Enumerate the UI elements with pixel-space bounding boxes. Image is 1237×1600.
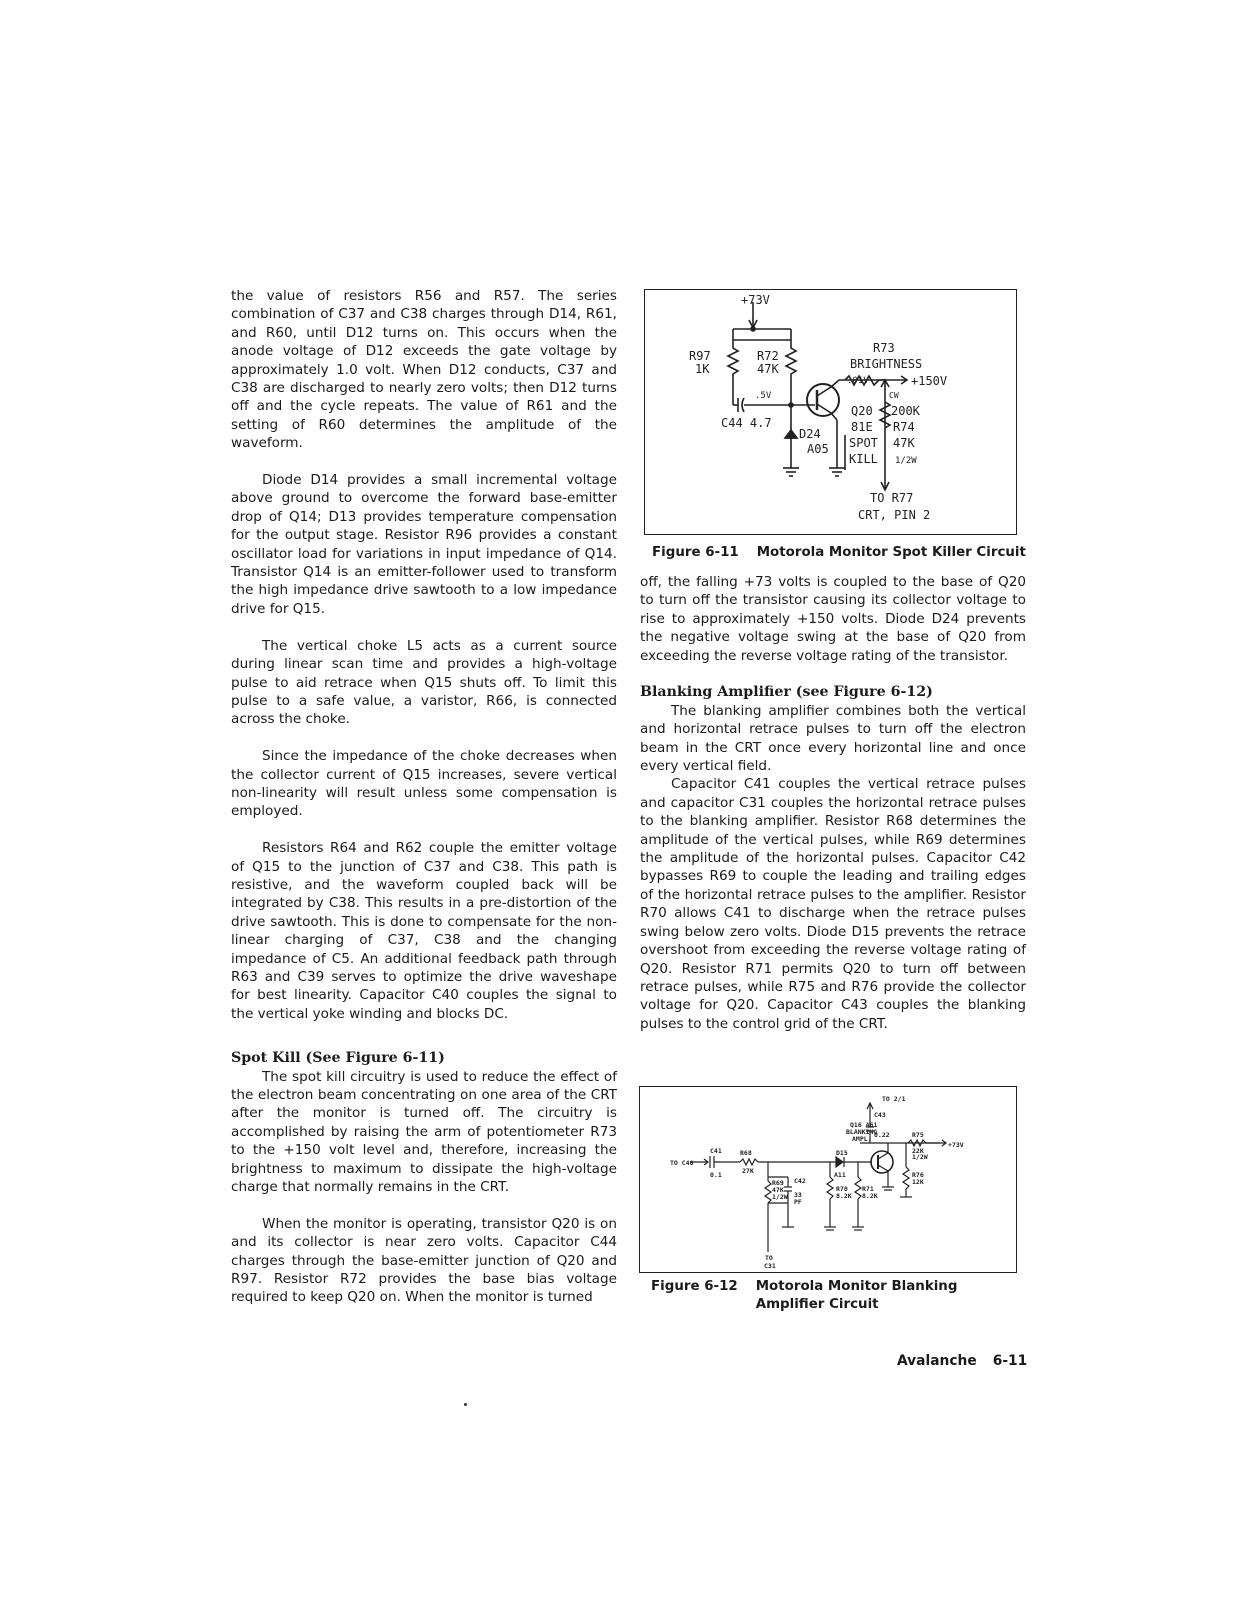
supply-label: +73V xyxy=(741,293,770,307)
r71-label: R71 xyxy=(862,1185,874,1193)
c31-label: C31 xyxy=(764,1262,776,1270)
paragraph: The blanking amplifier combines both the vertical and horizontal retrace pulses to turn off the electron beam in the CRT once every horizontal line and once every vertical field. xyxy=(640,702,1026,775)
c44-label: C44 4.7 xyxy=(721,416,772,430)
c41-value: 0.1 xyxy=(710,1171,722,1179)
crt-pin-label: CRT, PIN 2 xyxy=(858,508,931,522)
paragraph: Resistors R64 and R62 couple the emitter voltage of Q15 to the junction of C37 and C38. This path is resistive, and the waveform coupled back will be integrated by C38. This results in a pre-distortion of the drive sawtooth. This is done to compensate for the non-linear charging of C37, C38 and the changing impedance of C5. An additional feedback path through R63 and C39 serves to optimize the drive waveshape for best linearity. Capacitor C40 couples the signal to the vertical yoke winding and blocks DC. xyxy=(231,840,617,1022)
r69-value: 47K xyxy=(772,1186,784,1194)
r74-value: 47K xyxy=(893,436,915,450)
figure-6-11-schematic xyxy=(644,289,1017,535)
page-number: 6-11 xyxy=(992,1353,1028,1369)
paragraph: The vertical choke L5 acts as a current source during linear scan time and provides a high-voltage pulse to aid retrace when Q15 shuts off. To limit this pulse to a safe value, a varistor, R66, is connected across the choke. xyxy=(231,637,617,728)
kill-label: KILL xyxy=(849,452,878,466)
v22-label: 0.22 xyxy=(874,1131,890,1139)
c42-value: 33 xyxy=(794,1191,802,1199)
figure-title: Motorola Monitor Blanking Amplifier Circuit xyxy=(755,1279,958,1312)
c41-label: C41 xyxy=(710,1147,722,1155)
a11-label: A11 xyxy=(834,1171,846,1179)
right-column xyxy=(640,573,1026,1033)
r68-label: R68 xyxy=(740,1149,752,1157)
r70-value: 8.2K xyxy=(836,1192,852,1200)
section-heading-blanking-amplifier: Blanking Amplifier (see Figure 6-12) xyxy=(640,684,933,701)
r75-value: 22K xyxy=(912,1147,924,1155)
r73-function: BRIGHTNESS xyxy=(850,357,923,371)
paragraph: the value of resistors R56 and R57. The series combination of C37 and C38 charges through D14, R61, and R60, until D12 turns on. This occurs when the anode voltage of D12 exceeds the gate voltage by approximately 1.0 volt. When D12 conducts, C37 and C38 are discharged to nearly zero volts; then D12 turns off and the cycle repeats. The value of R61 and the setting of R60 determines the amplitude of the waveform. xyxy=(231,288,617,452)
r97-value: 1K xyxy=(695,362,710,376)
r73-label: R73 xyxy=(873,341,895,355)
footer-title: Avalanche xyxy=(897,1353,977,1369)
r74-label: R74 xyxy=(893,420,915,434)
spot-killer-circuit-diagram xyxy=(645,290,1016,534)
ampl-label: AMPL. xyxy=(852,1135,872,1143)
r70-label: R70 xyxy=(836,1185,848,1193)
d24-label: D24 xyxy=(799,427,821,441)
c43-label: C43 xyxy=(874,1111,886,1119)
c42-unit: PF xyxy=(794,1198,802,1206)
left-column xyxy=(231,287,617,1307)
r71-value: 8.2K xyxy=(862,1192,878,1200)
paragraph: Diode D14 provides a small incremental voltage above ground to overcome the forward base-emitter drop of Q14; D13 provides temperature compensation for the output stage. Resistor R96 provides a constant oscillator load for variations in input impedance of Q14. Transistor Q14 is an emitter-follower used to transform the high impedance drive sawtooth to a low impedance drive for Q15. xyxy=(231,472,617,617)
figure-title: Motorola Monitor Spot Killer Circuit xyxy=(756,545,1026,560)
blanking-amplifier-circuit-diagram xyxy=(640,1087,1016,1272)
spot-label: SPOT xyxy=(849,436,878,450)
r72-value: 47K xyxy=(757,362,779,376)
to-r77-label: TO R77 xyxy=(870,491,914,505)
voltage-label: .5V xyxy=(755,391,772,401)
supply73-label: +73V xyxy=(948,1141,964,1149)
paragraph: Capacitor C41 couples the vertical retrace pulses and capacitor C31 couples the horizontal retrace pulses to the blanking amplifier. Resistor R68 determines the amplitude of the vertical pulses, while R69 determines the amplitude of the horizontal pulses. Capacitor C42 bypasses R69 to couple the leading and trailing edges of the horizontal retrace pulses to the amplifier. Resistor R70 allows C41 to discharge when the retrace pulses swing below zero volts. Diode D15 prevents the retrace overshoot from exceeding the reverse voltage rating of Q20. Resistor R71 permits Q20 to turn off between retrace pulses, while R75 and R76 provide the collector voltage for Q20. Capacitor C43 couples the blanking pulses to the control grid of the CRT. xyxy=(640,776,1026,1032)
d24-part: A05 xyxy=(807,442,829,456)
section-heading-spot-kill: Spot Kill (See Figure 6-11) xyxy=(231,1050,445,1067)
r76-label: R76 xyxy=(912,1171,924,1179)
to-crt-label: TO 2/1 xyxy=(882,1095,906,1103)
r69-wattage: 1/2W xyxy=(772,1193,788,1201)
paragraph: Since the impedance of the choke decreases when the collector current of Q15 increases, severe vertical non-linearity will result unless some compensation is employed. xyxy=(231,748,617,820)
figure-6-12-caption xyxy=(651,1278,1018,1314)
d15-label: D15 xyxy=(836,1149,848,1157)
paragraph: When the monitor is operating, transistor Q20 is on and its collector is near zero volts. Capacitor C44 charges through the base-emitter junction of Q20 and R97. Resistor R72 provides the base bias voltage required to keep Q20 on. When the monitor is turned xyxy=(231,1215,617,1306)
q20-part: 81E xyxy=(851,420,873,434)
r68-value: 27K xyxy=(742,1167,754,1175)
r76-value: 12K xyxy=(912,1178,924,1186)
q16-label: Q16 A61 xyxy=(850,1121,878,1129)
r73-value: 200K xyxy=(891,404,920,418)
q20-label: Q20 xyxy=(851,404,873,418)
r74-wattage: 1/2W xyxy=(895,456,917,466)
c42-label: C42 xyxy=(794,1177,806,1185)
to-c31-label: TO xyxy=(765,1254,773,1262)
paragraph: The spot kill circuitry is used to reduce the effect of the electron beam concentrating on one area of the CRT after the monitor is turned off. The circuitry is accomplished by raising the arm of potentiometer R73 to the +150 volt level and, therefore, increasing the brightness to maximum to dissipate the high-voltage charge that normally remains in the CRT. xyxy=(231,1068,617,1196)
scan-speck xyxy=(464,1403,467,1406)
to-c40-label: TO C40 xyxy=(670,1159,694,1167)
r69-label: R69 xyxy=(772,1179,784,1187)
r75-wattage: 1/2W xyxy=(912,1153,928,1161)
r97-label: R97 xyxy=(689,349,711,363)
figure-number: Figure 6-11 xyxy=(652,545,739,560)
r75-label: R75 xyxy=(912,1131,924,1139)
r72-label: R72 xyxy=(757,349,779,363)
figure-6-12-schematic xyxy=(639,1086,1017,1273)
page-footer xyxy=(897,1353,1027,1369)
figure-6-11-caption xyxy=(652,544,1026,562)
blanking-label: BLANKING xyxy=(846,1128,878,1136)
paragraph: off, the falling +73 volts is coupled to the base of Q20 to turn off the transistor causing its collector voltage to rise to approximately +150 volts. Diode D24 prevents the negative voltage swing at the base of Q20 from exceeding the reverse voltage rating of the transistor. xyxy=(640,574,1026,664)
figure-number: Figure 6-12 xyxy=(651,1279,738,1294)
voltage-label-01: .01V xyxy=(847,376,869,386)
cw-label: CW xyxy=(889,391,899,400)
supply150-label: +150V xyxy=(911,374,948,388)
